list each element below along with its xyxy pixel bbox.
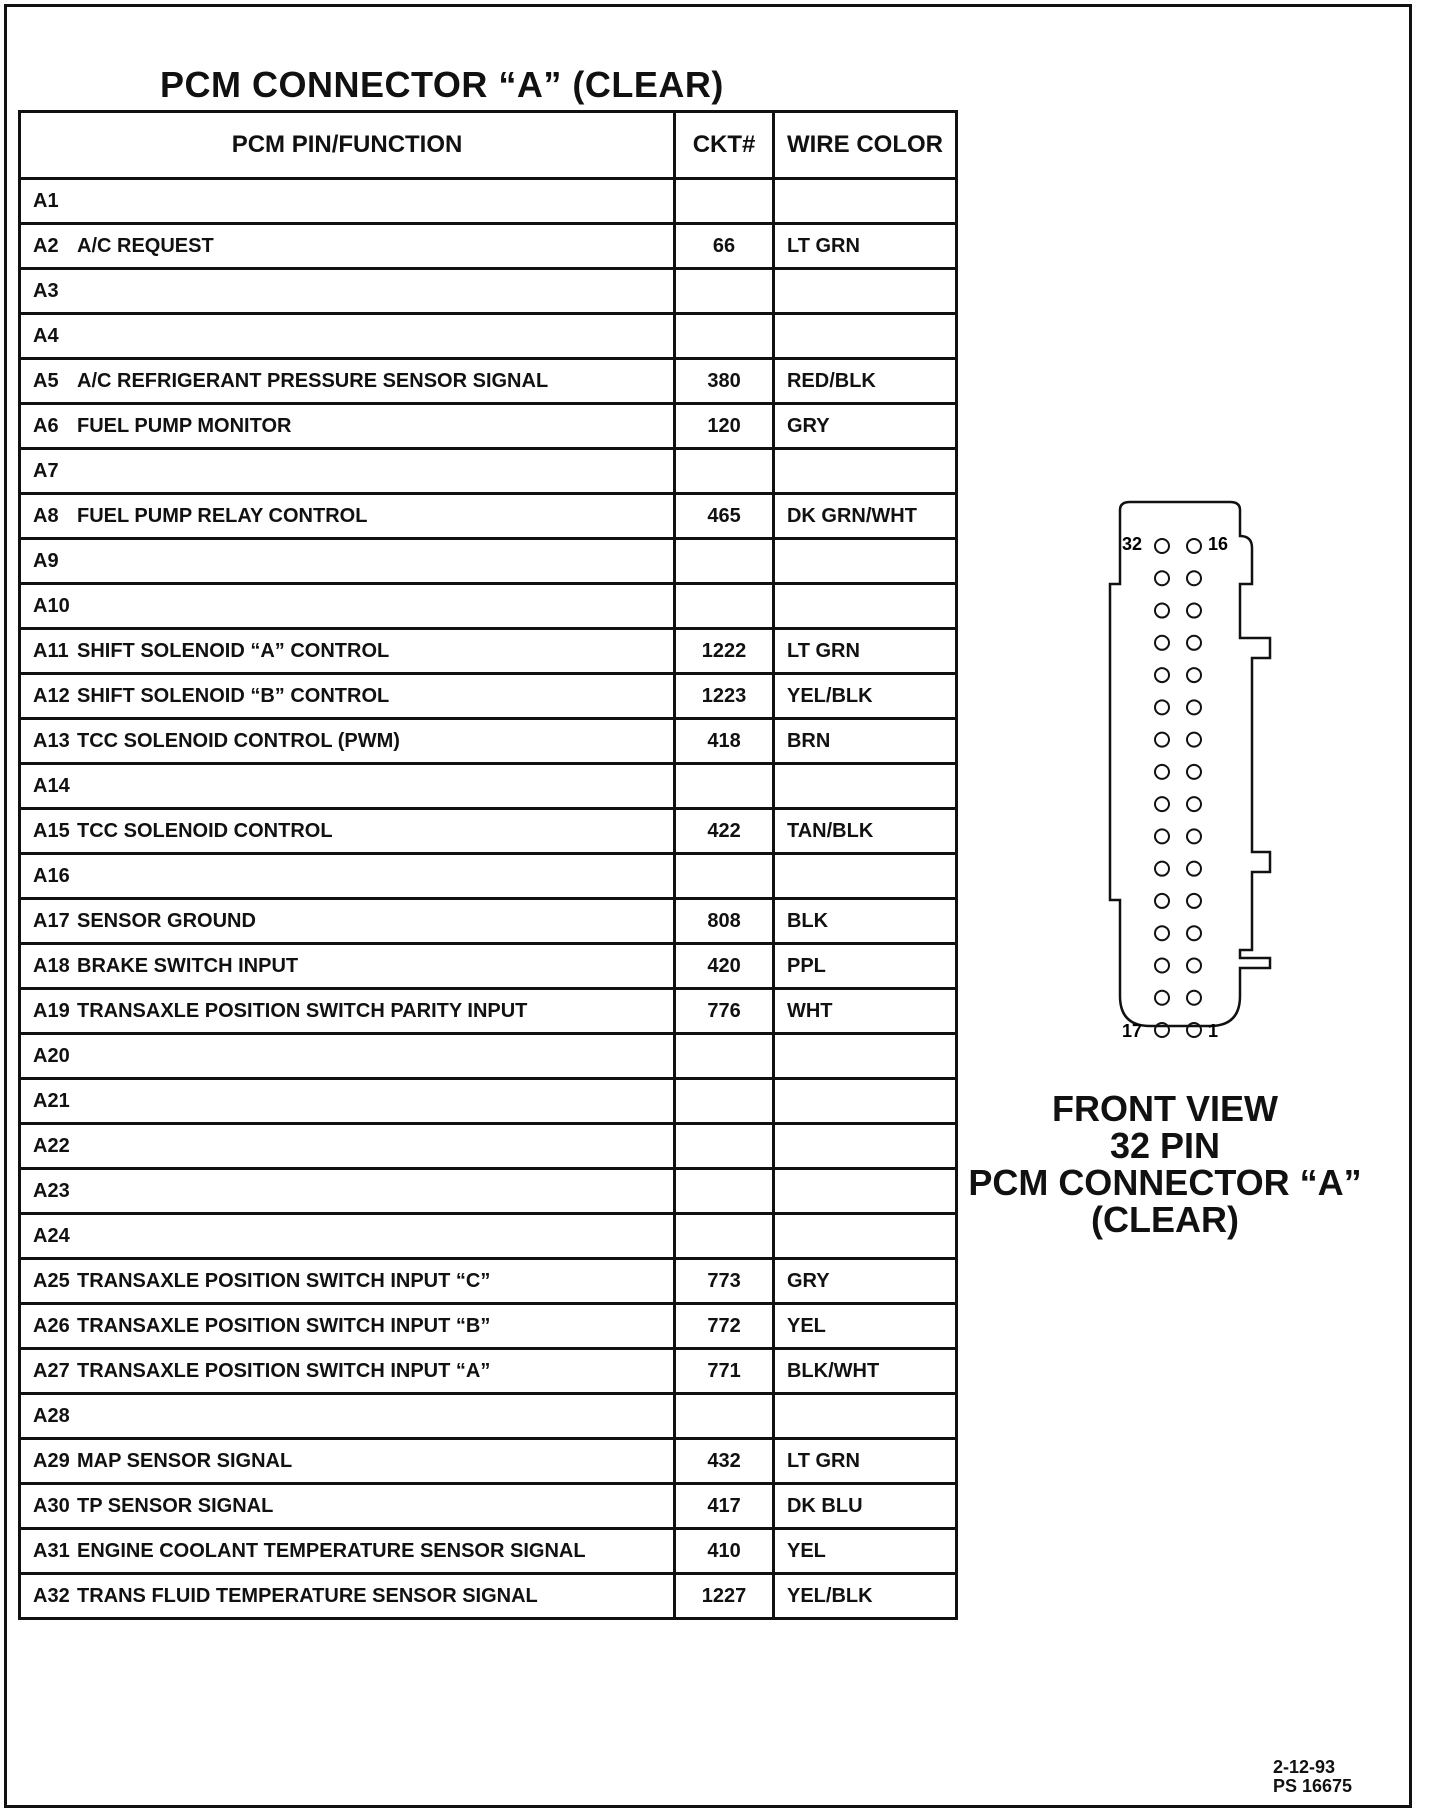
connector-pin-hole [1155,668,1169,682]
pin-id: A20 [33,1044,70,1067]
table-row [20,764,957,809]
circuit-number [675,269,774,314]
table-row [20,1304,957,1349]
wire-color: LT GRN [773,1439,956,1484]
wire-color: GRY [773,404,956,449]
circuit-number: 773 [675,1259,774,1304]
circuit-number: 776 [675,989,774,1034]
table-row [20,1079,957,1124]
caption-front-view: FRONT VIEW [1052,1088,1278,1129]
pin-function-cell [20,449,675,494]
pin-function: TRANSAXLE POSITION SWITCH INPUT “B” [77,1314,491,1337]
pin-function-cell [20,809,675,854]
wire-color: LT GRN [773,629,956,674]
connector-pin-hole [1187,733,1201,747]
connector-pin-hole [1155,797,1169,811]
table-row [20,899,957,944]
connector-caption [940,1088,1390,1241]
connector-pin-grid [1155,539,1201,1037]
circuit-number: 432 [675,1439,774,1484]
table-row [20,854,957,899]
pin-function-cell [20,224,675,269]
pin-function: MAP SENSOR SIGNAL [77,1449,293,1472]
pin-label-17: 17 [1121,1021,1142,1041]
connector-pin-hole [1155,604,1169,618]
wire-color [773,854,956,899]
connector-pin-hole [1187,991,1201,1005]
wire-color: YEL/BLK [773,1574,956,1619]
pin-function-cell [20,1259,675,1304]
pin-function: TRANSAXLE POSITION SWITCH INPUT “C” [77,1269,491,1292]
wire-color: BLK [773,899,956,944]
pin-function-cell [20,1529,675,1574]
pin-label-32: 32 [1121,534,1142,554]
circuit-number [675,539,774,584]
circuit-number [675,854,774,899]
table-row [20,1529,957,1574]
connector-pin-hole [1187,700,1201,714]
pin-function-cell [20,1484,675,1529]
table-row [20,1439,957,1484]
pin-id: A32 [33,1584,70,1607]
wire-color: TAN/BLK [773,809,956,854]
pin-id: A26 [33,1314,70,1337]
circuit-number [675,1169,774,1214]
connector-pin-hole [1155,958,1169,972]
wire-color [773,539,956,584]
pin-id: A30 [33,1494,70,1517]
circuit-number: 66 [675,224,774,269]
pin-function-cell [20,539,675,584]
table-row [20,269,957,314]
pin-function-cell [20,1169,675,1214]
table-row [20,539,957,584]
circuit-number: 417 [675,1484,774,1529]
pin-id: A8 [33,504,59,527]
table-row [20,494,957,539]
circuit-number: 1222 [675,629,774,674]
wire-color: YEL [773,1304,956,1349]
wire-color [773,269,956,314]
wire-color [773,1214,956,1259]
wire-color [773,1394,956,1439]
pin-id: A22 [33,1134,70,1157]
wire-color: BLK/WHT [773,1349,956,1394]
stamp-ref: PS 16675 [1273,1775,1353,1796]
circuit-number: 1227 [675,1574,774,1619]
pin-function-cell [20,1214,675,1259]
pin-id: A28 [33,1404,70,1427]
pin-function: ENGINE COOLANT TEMPERATURE SENSOR SIGNAL [77,1539,586,1562]
pin-function-cell [20,314,675,359]
header-ckt: CKT# [675,112,774,179]
table-row [20,1259,957,1304]
wire-color: YEL [773,1529,956,1574]
pin-function-cell [20,1079,675,1124]
circuit-number [675,314,774,359]
circuit-number [675,1079,774,1124]
circuit-number: 465 [675,494,774,539]
pin-function-cell [20,359,675,404]
header-pin-function: PCM PIN/FUNCTION [20,112,675,179]
pin-function: FUEL PUMP MONITOR [77,414,292,437]
caption-color: (CLEAR) [1091,1199,1239,1241]
caption-pin-count: 32 PIN [1109,1125,1221,1167]
circuit-number: 772 [675,1304,774,1349]
connector-pin-hole [1155,700,1169,714]
pin-function: SHIFT SOLENOID “A” CONTROL [77,639,390,662]
pin-id: A27 [33,1359,70,1382]
wire-color: DK BLU [773,1484,956,1529]
table-row [20,224,957,269]
table-row [20,1034,957,1079]
pin-id: A4 [33,324,59,347]
pin-table-body [20,179,957,1619]
circuit-number: 120 [675,404,774,449]
connector-pin-hole [1187,604,1201,618]
circuit-number: 422 [675,809,774,854]
circuit-number: 380 [675,359,774,404]
connector-pin-hole [1187,636,1201,650]
pin-id: A7 [33,459,59,482]
pin-function: BRAKE SWITCH INPUT [77,954,299,977]
circuit-number: 418 [675,719,774,764]
circuit-number [675,584,774,629]
pin-id: A10 [33,594,70,617]
connector-pin-hole [1187,894,1201,908]
page-title: PCM CONNECTOR “A” (CLEAR) [160,64,724,105]
pin-id: A12 [33,684,70,707]
table-row [20,989,957,1034]
table-row [20,1124,957,1169]
connector-pin-hole [1187,926,1201,940]
header-wire-color: WIRE COLOR [773,112,956,179]
connector-pin-hole [1187,829,1201,843]
pin-function-cell [20,719,675,764]
wire-color [773,179,956,224]
table-row [20,1394,957,1439]
pin-id: A25 [33,1269,70,1292]
pin-function: TRANS FLUID TEMPERATURE SENSOR SIGNAL [77,1584,538,1607]
connector-pin-hole [1187,765,1201,779]
pin-table [18,110,958,1620]
pin-id: A29 [33,1449,70,1472]
pin-function-cell [20,899,675,944]
pin-function: A/C REQUEST [77,234,214,257]
pin-function-cell [20,494,675,539]
pin-function: TCC SOLENOID CONTROL (PWM) [77,729,400,752]
table-row [20,1574,957,1619]
pin-function-cell [20,179,675,224]
wire-color [773,1124,956,1169]
circuit-number: 771 [675,1349,774,1394]
connector-pin-hole [1155,539,1169,553]
table-row [20,674,957,719]
pin-function-cell [20,944,675,989]
pin-id: A15 [33,819,70,842]
pin-function-cell [20,764,675,809]
pin-id: A14 [33,774,70,797]
connector-front-view-diagram [1040,490,1340,1060]
pin-function: FUEL PUMP RELAY CONTROL [77,504,368,527]
pin-function: SHIFT SOLENOID “B” CONTROL [77,684,390,707]
pin-id: A6 [33,414,59,437]
pin-function-cell [20,854,675,899]
pin-function-cell [20,1439,675,1484]
connector-pin-hole [1155,894,1169,908]
wire-color [773,584,956,629]
pin-id: A23 [33,1179,70,1202]
pin-id: A13 [33,729,70,752]
circuit-number [675,764,774,809]
connector-pin-hole [1187,958,1201,972]
pin-function-cell [20,1574,675,1619]
pin-function-cell [20,629,675,674]
pin-id: A5 [33,369,59,392]
circuit-number: 1223 [675,674,774,719]
circuit-number [675,1394,774,1439]
table-row [20,449,957,494]
connector-pin-hole [1187,797,1201,811]
connector-pin-hole [1155,636,1169,650]
wire-color: GRY [773,1259,956,1304]
pin-function-cell [20,1304,675,1349]
wire-color: BRN [773,719,956,764]
pin-id: A17 [33,909,70,932]
wire-color: RED/BLK [773,359,956,404]
pin-function: SENSOR GROUND [77,909,256,932]
connector-pin-hole [1187,571,1201,585]
pin-id: A18 [33,954,70,977]
pin-id: A16 [33,864,70,887]
table-row [20,314,957,359]
connector-pin-hole [1187,539,1201,553]
document-stamp [1273,1758,1352,1796]
table-row [20,809,957,854]
connector-pin-hole [1155,571,1169,585]
wire-color [773,1169,956,1214]
pin-function-cell [20,584,675,629]
wire-color [773,314,956,359]
table-row [20,1349,957,1394]
connector-outline [1110,502,1270,1026]
connector-pin-hole [1155,991,1169,1005]
stamp-date: 2-12-93 [1273,1757,1336,1777]
connector-pin-hole [1187,862,1201,876]
pin-id: A3 [33,279,59,302]
pin-function: TCC SOLENOID CONTROL [77,819,333,842]
table-row [20,1214,957,1259]
circuit-number [675,179,774,224]
connector-pin-hole [1155,862,1169,876]
pin-function-cell [20,1349,675,1394]
pin-function-cell [20,674,675,719]
circuit-number [675,1124,774,1169]
table-row [20,944,957,989]
pin-label-1: 1 [1208,1021,1219,1041]
connector-pin-hole [1155,829,1169,843]
pin-function: TRANSAXLE POSITION SWITCH INPUT “A” [77,1359,491,1382]
circuit-number: 410 [675,1529,774,1574]
wire-color [773,449,956,494]
pin-id: A9 [33,549,59,572]
pin-id: A21 [33,1089,70,1112]
circuit-number [675,1034,774,1079]
caption-connector-name: PCM CONNECTOR “A” [968,1162,1362,1204]
pin-function-cell [20,1124,675,1169]
pin-id: A11 [33,639,69,662]
circuit-number [675,1214,774,1259]
wire-color [773,1034,956,1079]
wire-color: YEL/BLK [773,674,956,719]
circuit-number [675,449,774,494]
pin-function-cell [20,989,675,1034]
table-row [20,629,957,674]
table-row [20,404,957,449]
table-row [20,1484,957,1529]
pin-id: A24 [33,1224,70,1247]
table-row [20,584,957,629]
wire-color: WHT [773,989,956,1034]
wire-color: LT GRN [773,224,956,269]
connector-pin-hole [1155,926,1169,940]
pin-function-cell [20,404,675,449]
wire-color: DK GRN/WHT [773,494,956,539]
connector-pin-hole [1155,733,1169,747]
table-row [20,719,957,764]
connector-pin-hole [1187,668,1201,682]
pin-function: TP SENSOR SIGNAL [77,1494,274,1517]
pin-id: A19 [33,999,70,1022]
pin-id: A2 [33,234,59,257]
pin-function-cell [20,1394,675,1439]
table-row [20,1169,957,1214]
pin-function-cell [20,269,675,314]
pin-id: A1 [33,189,59,212]
table-header-row [20,112,957,179]
pin-label-16: 16 [1208,534,1229,554]
pin-function: A/C REFRIGERANT PRESSURE SENSOR SIGNAL [77,369,549,392]
table-row [20,359,957,404]
connector-pin-hole [1155,765,1169,779]
wire-color [773,764,956,809]
circuit-number: 808 [675,899,774,944]
pin-function-cell [20,1034,675,1079]
pin-function: TRANSAXLE POSITION SWITCH PARITY INPUT [77,999,528,1022]
wire-color: PPL [773,944,956,989]
table-row [20,179,957,224]
pin-id: A31 [33,1539,70,1562]
wire-color [773,1079,956,1124]
circuit-number: 420 [675,944,774,989]
